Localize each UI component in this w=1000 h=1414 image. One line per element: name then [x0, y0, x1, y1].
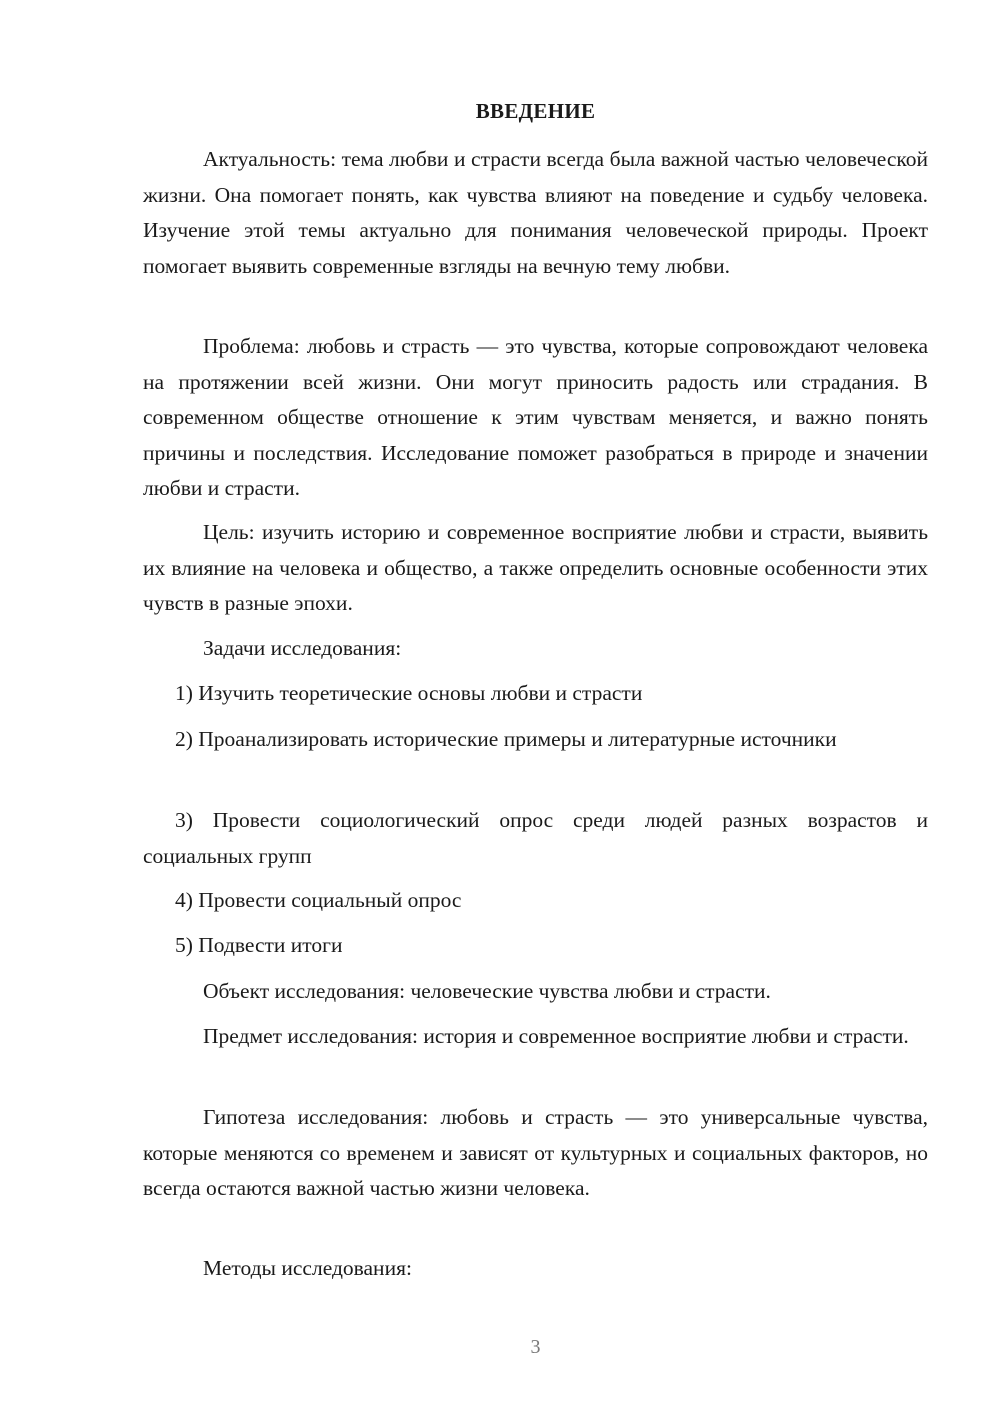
relevance-paragraph: Актуальность: тема любви и страсти всегда была важной частью человеческой жизни. Она помогает понять, как чувства влияют на поведение и судьбу человека. Изучение этой темы актуально для понимания человеческой природы. Проект помогает выявить современные взгляды на вечную тему любви. — [143, 147, 928, 278]
task-item-1: 1) Изучить теоретические основы любви и страсти — [175, 681, 643, 705]
task-item-4: 4) Провести социальный опрос — [175, 888, 462, 912]
task-item-3: 3) Провести социологический опрос среди людей разных возрастов и социальных групп — [143, 808, 928, 868]
task-item-5: 5) Подвести итоги — [175, 933, 343, 957]
methods-heading: Методы исследования: — [203, 1256, 412, 1280]
problem-paragraph: Проблема: любовь и страсть — это чувства, которые сопровождают человека на протяжении всей жизни. Они могут приносить радость или страдания. В современном обществе отношение к этим чувствам меняется, и важно понять причины и последствия. Исследование поможет разобраться в природе и значении любви и страсти. — [143, 334, 928, 500]
subject-paragraph: Предмет исследования: история и современное восприятие любви и страсти. — [203, 1024, 909, 1048]
object-paragraph: Объект исследования: человеческие чувства любви и страсти. — [203, 979, 771, 1003]
goal-paragraph: Цель: изучить историю и современное восприятие любви и страсти, выявить их влияние на человека и общество, а также определить основные особенности этих чувств в разные эпохи. — [143, 520, 928, 615]
tasks-heading: Задачи исследования: — [203, 636, 402, 660]
task-item-2: 2) Проанализировать исторические примеры и литературные источники — [175, 727, 837, 751]
page-number: 3 — [530, 1336, 541, 1358]
hypothesis-paragraph: Гипотеза исследования: любовь и страсть — это универсальные чувства, которые меняются со временем и зависят от культурных и социальных факторов, но всегда остаются важной частью жизни человека. — [143, 1105, 928, 1200]
section-title: ВВЕДЕНИЕ — [475, 99, 596, 123]
